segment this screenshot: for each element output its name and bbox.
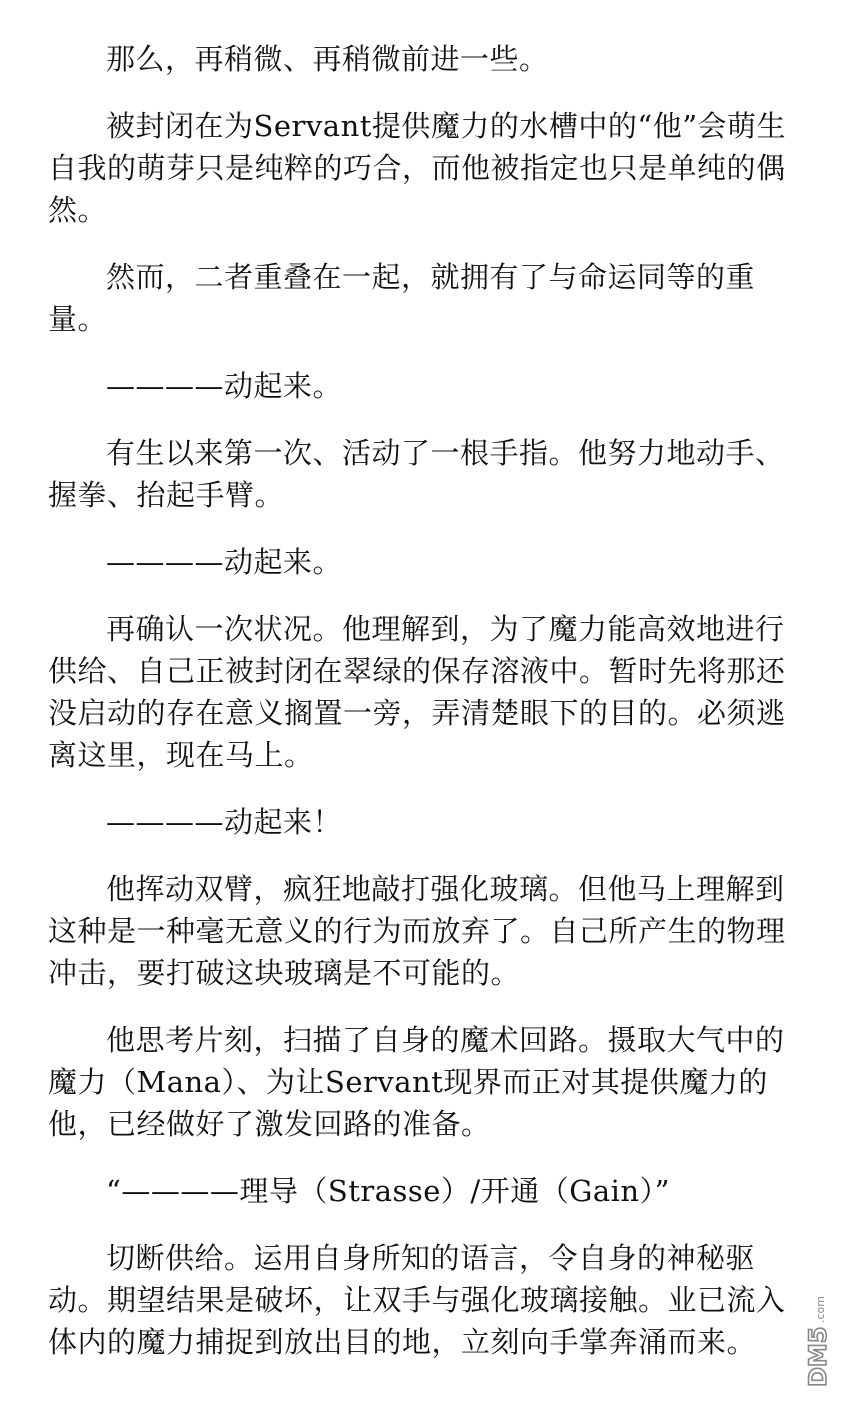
svg-text:.com: .com — [814, 1296, 827, 1323]
paragraph: 然而，二者重叠在一起，就拥有了与命运同等的重量。 — [48, 260, 756, 336]
novel-text-body — [48, 38, 804, 1388]
paragraph: 切断供给。运用自身所知的语言，令自身的神秘驱动。期望结果是破坏，让双手与强化玻璃接触。业已流入体内的魔力捕捉到放出目的地，立刻向手掌奔涌而来。 — [48, 1241, 786, 1359]
paragraph: 他挥动双臂，疯狂地敲打强化玻璃。但他马上理解到这种是一种毫无意义的行为而放弃了。自己所产生的物理冲击，要打破这块玻璃是不可能的。 — [48, 872, 786, 990]
paragraph: 被封闭在为Servant提供魔力的水槽中的“他”会萌生自我的萌芽只是纯粹的巧合，而他被指定也只是单纯的偶然。 — [48, 109, 787, 227]
paragraph: “————理导（Strasse）/开通（Gain）” — [106, 1174, 670, 1208]
paragraph: 他思考片刻，扫描了自身的魔术回路。摄取大气中的魔力（Mana）、为让Servant现界而正对其提供魔力的他，已经做好了激发回路的准备。 — [48, 1023, 785, 1141]
paragraph: ————动起来。 — [106, 369, 343, 403]
paragraph: 那么，再稍微、再稍微前进一些。 — [106, 42, 549, 76]
paragraph: 再确认一次状况。他理解到，为了魔力能高效地进行供给、自己正被封闭在翠绿的保存溶液中。暂时先将那还没启动的存在意义搁置一旁，弄清楚眼下的目的。必须逃离这里，现在马上。 — [48, 612, 786, 772]
dm5-watermark-logo — [800, 1283, 836, 1391]
paragraph: ————动起来。 — [106, 545, 343, 579]
paragraph: 有生以来第一次、活动了一根手指。他努力地动手、握拳、抬起手臂。 — [48, 436, 785, 512]
paragraph: ————动起来！ — [106, 805, 343, 839]
svg-text:DM5: DM5 — [804, 1326, 832, 1387]
